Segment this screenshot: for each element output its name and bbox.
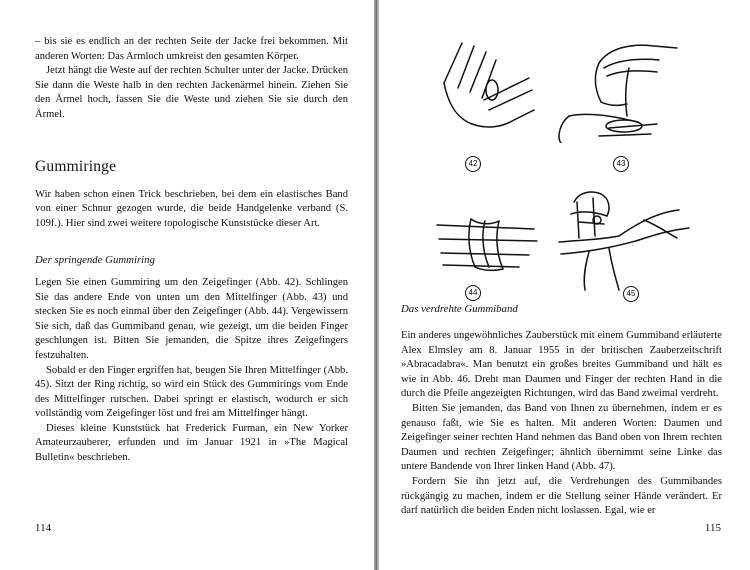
paragraph: Sobald er den Finger ergriffen hat, beugen Sie Ihren Mittelfinger (Abb. 45). Sitzt der Ring richtig, so wird ein Stück des Gummirings vom Ende des Mittelfinger rutschen. Dabei springt er elastisch, wodurch er sich vollständig vom Zeigefinger löst und frei am Mittelfinger hängt. [35,364,348,420]
figure-43 [539,38,679,148]
right-page [379,0,750,570]
paragraph: Jetzt hängt die Weste auf der rechten Schulter unter der Jacke. Drücken Sie dann die Weste halb in den rechten Jackenärmel hinein. Ziehen Sie den Ärmel hoch, fassen Sie die Weste und ziehen Sie sie durch den Ärmel. [35,65,348,120]
figure-44 [429,205,544,285]
paragraph: – bis sie es endlich an der rechten Seite der Jacke frei bekommen. Mit anderen Worten: Das Armloch umkreist den gesamten Körper. [35,36,348,62]
left-page [0,0,374,570]
figure-number: 42 [465,156,481,172]
hand-rubber-band-on-index-finger-icon [434,38,544,143]
figure-number: 44 [465,285,481,301]
paragraph: Dieses kleine Kunststück hat Frederick Furman, ein New Yorker Amateurzauberer, erfunden und im Januar 1921 in »The Magical Bulletin« beschrieben. [35,422,348,464]
page-number: 114 [35,522,52,534]
page-number: 115 [704,522,721,534]
figure-42 [434,38,544,148]
section-title: Gummiringe [35,157,117,175]
right-text-column [401,329,722,519]
paragraph: Bitten Sie jemanden, das Band von Ihnen zu übernehmen, indem er es genauso faßt, wie Sie es halten. Mit anderen Worten: Daumen und Zeigefinger seiner rechten Hand nehmen das Band oben von Ihrem rechten Daumen und rechten Zeigefinger; ähnlich übernimmt seine Linke das untere Bandende von Ihrer linken Hand (Abb. 47). [401,402,722,473]
hand-band-wrapped-fingers-icon [429,205,544,280]
paragraph: Legen Sie einen Gummiring um den Zeigefinger (Abb. 42). Schlingen Sie das andere Ende von unten um den Mittelfinger (Abb. 43) und stecken Sie es noch einmal über den Zeigefinger (Abb. 44). Vergewissern Sie sich, daß das Gummiband genau, wie gezeigt, um die beiden Finger geschlungen ist. Bitten Sie jemanden, die Spitze ihres Zeigefingers festzuhalten. [35,276,348,361]
hands-looping-rubber-band-icon [539,38,679,143]
figure-number: 45 [623,286,639,302]
hands-holding-finger-tip-icon [549,182,699,292]
figure-45 [549,182,699,297]
figure-number: 43 [613,156,629,172]
left-text-column [35,35,348,466]
paragraph: Wir haben schon einen Trick beschrieben, bei dem ein elastisches Band von einer Schnur gezogen wurde, die beide Handgelenke verband (S. 109f.). Hier sind zwei weitere topologische Kunststücke dieser Art. [35,188,348,229]
subheading: Das verdrehte Gummiband [401,303,518,315]
subheading: Der springende Gummiring [35,254,155,267]
paragraph: Fordern Sie ihn jetzt auf, die Verdrehungen des Gummibandes rückgängig zu machen, indem er die Stellung seiner Hände verändert. Er darf natürlich die beiden Enden nicht loslassen. Egal, wie er [401,475,722,517]
paragraph: Ein anderes ungewöhnliches Zauberstück mit einem Gummiband erläuterte Alex Elmsley am 8. Januar 1955 in der britischen Zauberzeitschrift »Abracadabra«. Man benutzt ein großes breites Gummiband und hält es wie in Abb. 46. Dreht man Daumen und Finger der rechten Hand in die durch die Pfeile angezeigten Richtungen, wird das Band zweimal verdreht. [401,330,722,400]
